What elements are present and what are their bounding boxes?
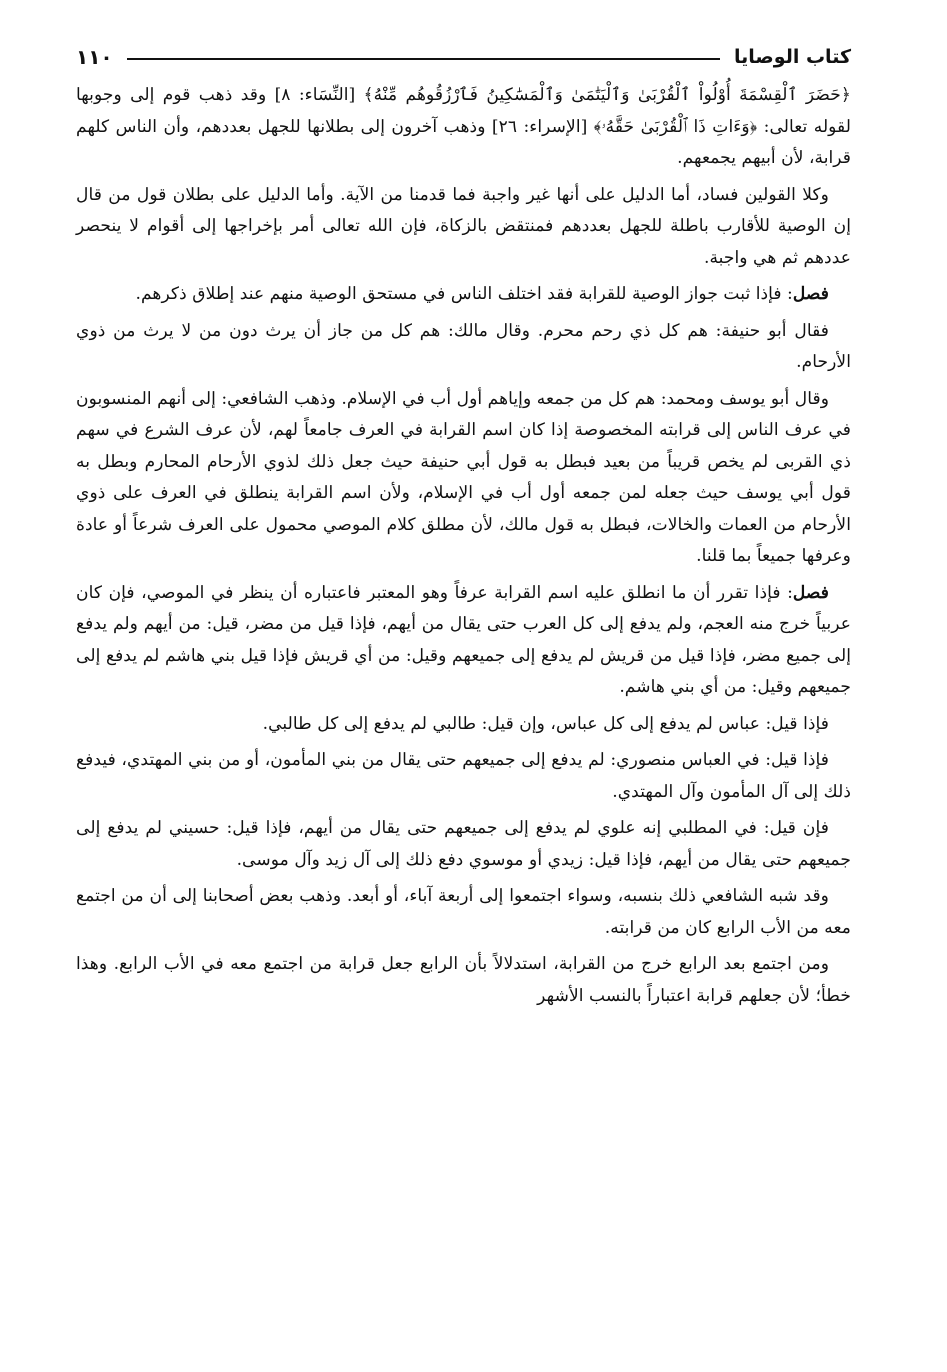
paragraph-text: فقال أبو حنيفة: هم كل ذي رحم محرم. وقال مالك: هم كل من جاز أن يرث دون من لا يرث من ذوي الأرحام. xyxy=(76,320,851,372)
paragraph-text: ومن اجتمع بعد الرابع خرج من القرابة، استدلالاً بأن الرابع جعل قرابة من اجتمع معه في الأب الرابع. وهذا خطأ؛ لأن جعلهم قرابة اعتباراً بالنسب الأشهر xyxy=(76,954,851,1006)
chapter-title: كتاب الوصايا xyxy=(734,46,851,68)
paragraph-text: فإذا قيل: في العباس منصوري: لم يدفع إلى جميعهم حتى يقال من بني المأمون، أو من بني المهتدي، فيدفع ذلك إلى آل المأمون وآل المهتدي. xyxy=(76,750,851,802)
paragraph-text: وقال أبو يوسف ومحمد: هم كل من جمعه وإياهم أول أب في الإسلام. وذهب الشافعي: إلى أنهم المنسوبون في عرف الناس إلى قرابته المخصوصة إذا كان اسم القرابة في العرف جامعاً لهم، لأن عرف الشرع في سهم ذي القربى لم يخص قريباً من بعيد فبطل به قول أبي حنيفة حيث جعل ذلك لذوي الأرحام المحارم وبطل به قول أبي يوسف حيث جعله لمن جمعه أول أب في الإسلام، ولأن اسم القرابة ينطلق في العرف على ذوي الأرحام من العمات والخالات، فبطل به قول مالك، لأن مطلق كلام الموصي محمول على العرف شرعاً أو عادة وعرفها جميعاً بما قلنا. xyxy=(76,388,851,566)
paragraph-text: : فإذا تقرر أن ما انطلق عليه اسم القرابة عرفاً وهو المعتبر فاعتباره أن ينظر في الموصي، فإن كان عربياً خرج منه العجم، ولم يدفع إلى كل العرب حتى يقال من أيهم، فإذا قيل من مضر، قيل: من أيهم ولم يدفع إلى جميع مضر، فإذا قيل من قريش لم يدفع إلى جميعهم وقيل: من أي قريش فإذا قيل بني هاشم لم يدفع إلى جميعهم وقيل: من أي بني هاشم. xyxy=(76,582,851,697)
paragraph xyxy=(76,813,851,876)
paragraph xyxy=(76,881,851,944)
section-marker: فصل xyxy=(792,284,829,304)
page-number: ١١٠ xyxy=(76,45,113,69)
paragraph xyxy=(76,80,851,175)
paragraph-text: فإذا قيل: عباس لم يدفع إلى كل عباس، وإن قيل: طالبي لم يدفع إلى كل طالبي. xyxy=(262,713,829,734)
header-rule xyxy=(127,58,720,60)
paragraph xyxy=(76,180,851,275)
paragraph xyxy=(76,578,851,704)
document-page xyxy=(76,40,851,1360)
body-text xyxy=(76,80,851,1012)
paragraph-text: وكلا القولين فساد، أما الدليل على أنها غير واجبة فما قدمنا من الآية. وأما الدليل على بطلان قول من قال إن الوصية للأقارب باطلة للجهل بعددهم فمنتقض بالزكاة، فإن الله تعالى أمر بإخراجها إلى أقوام لا ينحصر عددهم ثم هي واجبة. xyxy=(76,184,851,268)
paragraph-text: ﴿حَضَرَ ٱلْقِسْمَةَ أُوْلُواْ ٱلْقُرْبَىٰ وَٱلْيَتَٰمَىٰ وَٱلْمَسَٰكِينُ فَٱرْزُقُوهُم مِّنْهُ﴾ [النِّسَاء: ٨] وقد ذهب قوم إلى وجوبها لقوله تعالى: ﴿وَءَاتِ ذَا ٱلْقُرْبَىٰ حَقَّهُۥ﴾ [الإسراء: ٢٦] وذهب آخرون إلى بطلانها للجهل بعددهم، وأن الناس كلهم قرابة، لأن أبيهم يجمعهم. xyxy=(76,85,851,168)
paragraph xyxy=(76,279,851,311)
section-marker: فصل xyxy=(792,582,829,603)
paragraph xyxy=(76,709,851,741)
paragraph-text: وقد شبه الشافعي ذلك بنسبه، وسواء اجتمعوا إلى أربعة آباء، أو أبعد. وذهب بعض أصحابنا إلى أن من اجتمع معه من الأب الرابع كان من قرابته. xyxy=(76,886,851,938)
paragraph xyxy=(76,316,851,379)
paragraph xyxy=(76,745,851,808)
paragraph-text: فإن قيل: في المطلبي إنه علوي لم يدفع إلى جميعهم حتى يقال من أيهم، فإذا قيل: حسيني لم يدفع إلى جميعهم حتى يقال من أيهم، فإذا قيل: زيدي أو موسوي دفع ذلك إلى آل زيد وآل موسى. xyxy=(76,818,851,870)
paragraph-text: : فإذا ثبت جواز الوصية للقرابة فقد اختلف الناس في مستحق الوصية منهم عند إطلاق ذكرهم. xyxy=(135,284,793,304)
paragraph xyxy=(76,384,851,573)
paragraph xyxy=(76,949,851,1012)
page-header xyxy=(76,40,851,74)
